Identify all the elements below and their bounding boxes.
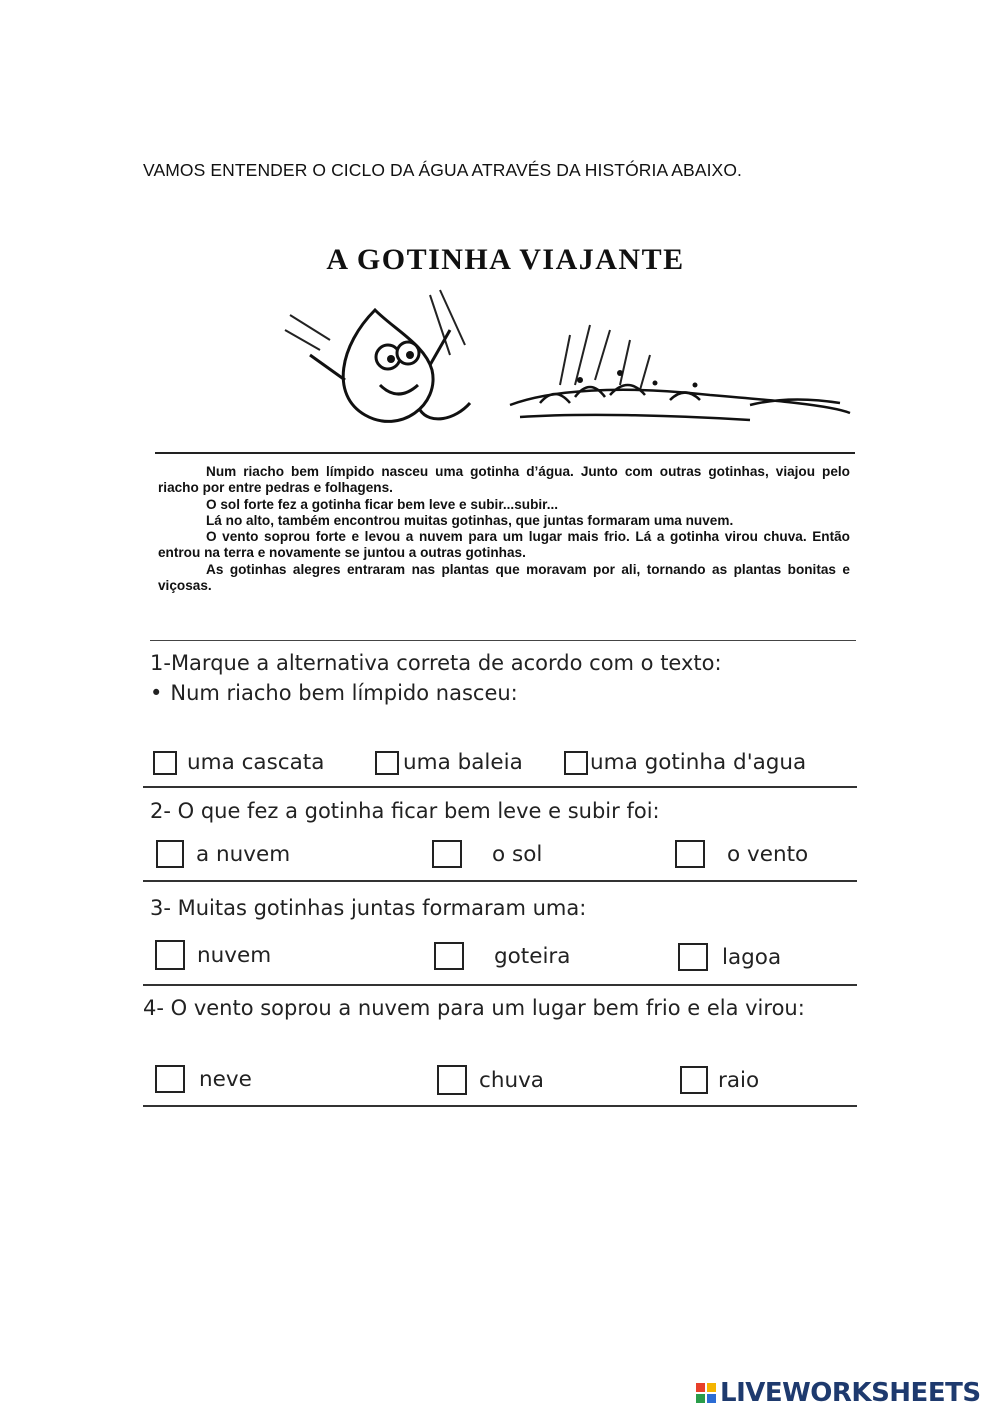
checkbox[interactable] [564,751,588,775]
q2-option-1[interactable] [156,840,290,868]
option-label: chuva [479,1067,544,1093]
q4-option-3[interactable] [680,1066,759,1094]
story-paragraph: O vento soprou forte e levou a nuvem para um lugar mais frio. Lá a gotinha virou chuva. Então entrou na terra e novamente se juntou a outras gotinhas. [158,529,850,561]
option-label: o vento [727,841,809,867]
q4-option-2[interactable] [437,1065,544,1095]
divider [143,984,857,986]
checkbox[interactable] [156,840,184,868]
option-label: nuvem [197,942,272,968]
divider [143,880,857,882]
checkbox[interactable] [434,942,464,970]
checkbox[interactable] [153,751,177,775]
option-label: a nuvem [196,841,291,867]
question-2-text: 2- O que fez a gotinha ficar bem leve e subir foi: [150,799,660,823]
option-label: raio [718,1067,760,1093]
logo-word: LIVEWORKSHEETS [720,1378,981,1408]
water-drop-illustration [150,285,860,460]
checkbox[interactable] [680,1066,708,1094]
q3-option-2[interactable] [434,942,570,970]
story-paragraph: Num riacho bem límpido nasceu uma gotinha d’água. Junto com outras gotinhas, viajou pelo riacho por entre pedras e folhagens. [158,464,850,496]
checkbox[interactable] [375,751,399,775]
logo-square [707,1383,716,1392]
checkbox[interactable] [155,1065,185,1093]
checkbox[interactable] [437,1065,467,1095]
question-1 [150,648,860,708]
liveworksheets-logo [696,1378,981,1408]
q1-option-1[interactable] [153,750,324,775]
intro-text: VAMOS ENTENDER O CICLO DA ÁGUA ATRAVÉS DA HISTÓRIA ABAIXO. [143,160,743,180]
checkbox[interactable] [432,840,462,868]
option-label: lagoa [722,944,782,970]
question-1-bullet: • Num riacho bem límpido nasceu: [150,678,860,708]
question-3 [150,893,860,923]
divider [143,786,857,788]
question-3-text: 3- Muitas gotinhas juntas formaram uma: [150,896,587,920]
option-label: uma cascata [187,750,325,775]
question-4-text: 4- O vento soprou a nuvem para um lugar bem frio e ela virou: [143,996,805,1020]
q3-option-3[interactable] [678,943,781,971]
option-label: neve [199,1066,252,1092]
story-title: A GOTINHA VIAJANTE [326,243,685,276]
logo-square [696,1383,705,1392]
option-label: o sol [492,841,543,867]
q1-option-3[interactable] [564,750,806,775]
q2-option-3[interactable] [675,840,808,868]
story-paragraph: O sol forte fez a gotinha ficar bem leve e subir...subir... [206,496,559,512]
logo-square [707,1394,716,1403]
story-text [158,464,850,594]
checkbox[interactable] [155,940,185,970]
question-4 [143,993,861,1023]
logo-square [696,1394,705,1403]
divider [150,640,856,641]
q4-option-1[interactable] [155,1065,252,1093]
q2-option-2[interactable] [432,840,542,868]
divider [143,1105,857,1107]
story-paragraph: Lá no alto, também encontrou muitas gotinhas, que juntas formaram uma nuvem. [206,512,734,528]
option-label: goteira [494,943,571,969]
checkbox[interactable] [675,840,705,868]
question-1-text: 1-Marque a alternativa correta de acordo com o texto: [150,651,722,675]
logo-squares-icon [696,1383,716,1403]
option-label: uma gotinha d'agua [590,750,807,775]
q1-option-2[interactable] [375,750,523,775]
story-paragraph: As gotinhas alegres entraram nas plantas que moravam por ali, tornando as plantas bonitas e viçosas. [158,561,850,594]
question-2 [150,796,860,826]
option-label: uma baleia [403,750,523,775]
q3-option-1[interactable] [155,940,271,970]
checkbox[interactable] [678,943,708,971]
